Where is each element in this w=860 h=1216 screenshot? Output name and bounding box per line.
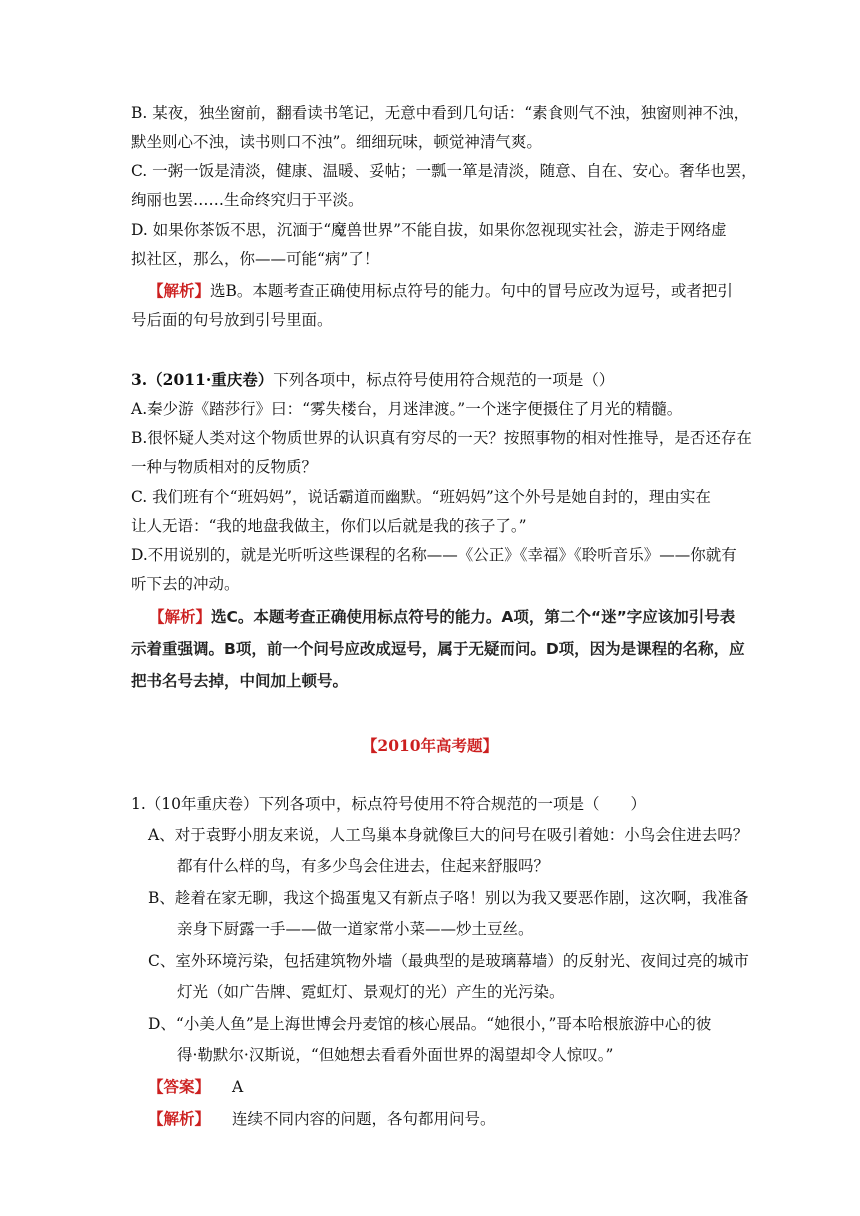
- analysis-text: 连续不同内容的问题，各句都用问号。: [232, 1110, 496, 1128]
- q3-analysis-line-2: 示着重强调。B项，前一个问号应改成逗号，属于无疑而问。D项，因为是课程的名称，应: [131, 640, 745, 658]
- question-3-number: 3.（2011·重庆卷）: [131, 370, 274, 389]
- question-3-stem: [131, 369, 731, 391]
- option-c-line-2: 绚丽也罢……生命终究归于平淡。: [131, 191, 364, 209]
- q1-option-d-line-2: 得·勒默尔·汉斯说，“但她想去看看外面世界的渴望却令人惊叹。”: [177, 1046, 614, 1064]
- q1-analysis: [148, 1108, 748, 1130]
- q3-option-d-line-2: 听下去的冲动。: [131, 575, 240, 593]
- question-1-stem: 1.（10年重庆卷）下列各项中，标点符号使用不符合规范的一项是（ ）: [131, 795, 647, 813]
- analysis-2-line-2: 号后面的句号放到引号里面。: [131, 311, 333, 329]
- analysis-text: 选B。本题考查正确使用标点符号的能力。句中的冒号应改为逗号，或者把引: [210, 282, 733, 300]
- question-3-text: 下列各项中，标点符号使用符合规范的一项是（）: [273, 371, 615, 389]
- q1-option-a-line-2: 都有什么样的鸟，有多少鸟会住进去，住起来舒服吗？: [177, 857, 550, 875]
- q3-option-c-line-2: 让人无语：“我的地盘我做主，你们以后就是我的孩子了。”: [131, 517, 527, 535]
- analysis-tag: 【解析】: [149, 608, 212, 626]
- analysis-text: 选C。本题考查正确使用标点符号的能力。A项，第二个“迷”字应该加引号表: [211, 608, 736, 626]
- q3-analysis-line-1: [149, 606, 769, 628]
- q3-option-c-line-1: C. 我们班有个“班妈妈”，说话霸道而幽默。“班妈妈”这个外号是她自封的，理由实在: [131, 488, 711, 506]
- analysis-tag: 【解析】: [148, 1109, 211, 1128]
- q1-option-b-line-2: 亲身下厨露一手——做一道家常小菜——炒土豆丝。: [177, 920, 534, 938]
- answer-tag: 【答案】: [148, 1077, 211, 1096]
- option-b-line-2: 默坐则心不浊，读书则口不浊”。细细玩味，顿觉神清气爽。: [131, 133, 542, 151]
- option-c-line-1: C. 一粥一饭是清淡，健康、温暖、妥帖；一瓢一箪是清淡，随意、自在、安心。奢华也罢，: [131, 162, 757, 180]
- q1-option-a-line-1: A、对于袁野小朋友来说，人工鸟巢本身就像巨大的问号在吸引着她：小鸟会住进去吗？: [148, 826, 749, 844]
- q1-option-d-line-1: D、“小美人鱼”是上海世博会丹麦馆的核心展品。“她很小，”哥本哈根旅游中心的彼: [148, 1015, 712, 1033]
- q3-option-b-line-2: 一种与物质相对的反物质？: [131, 458, 318, 476]
- q1-option-b-line-1: B、趁着在家无聊，我这个捣蛋鬼又有新点子咯！别以为我又要恶作剧，这次啊，我准备: [148, 889, 749, 907]
- q1-option-c-line-1: C、室外环境污染，包括建筑物外墙（最典型的是玻璃幕墙）的反射光、夜间过亮的城市: [148, 952, 749, 970]
- analysis-2-line-1: [148, 280, 748, 302]
- answer-value: A: [232, 1078, 244, 1096]
- q3-option-a: A.秦少游《踏莎行》曰：“雾失楼台，月迷津渡。”一个迷字便摄住了月光的精髓。: [131, 400, 683, 418]
- section-heading-2010: 【2010年高考题】: [361, 736, 499, 755]
- analysis-tag: 【解析】: [148, 281, 211, 300]
- q1-option-c-line-2: 灯光（如广告牌、霓虹灯、景观灯的光）产生的光污染。: [177, 983, 565, 1001]
- q3-option-d-line-1: D.不用说别的，就是光听听这些课程的名称——《公正》《幸福》《聆听音乐》——你就有: [131, 546, 737, 564]
- q3-option-b-line-1: B.很怀疑人类对这个物质世界的认识真有穷尽的一天？按照事物的相对性推导，是否还存在: [131, 429, 752, 447]
- option-d-line-1: D. 如果你茶饭不思，沉湎于“魔兽世界”不能自拔，如果你忽视现实社会，游走于网络虚: [131, 221, 727, 239]
- option-d-line-2: 拟社区，那么，你——可能“病”了！: [131, 250, 380, 268]
- option-b-line-1: B. 某夜，独坐窗前，翻看读书笔记，无意中看到几句话：“素食则气不浊，独窗则神不浊，: [131, 104, 750, 122]
- q3-analysis-line-3: 把书名号去掉，中间加上顿号。: [131, 672, 349, 690]
- q1-answer: [148, 1076, 748, 1098]
